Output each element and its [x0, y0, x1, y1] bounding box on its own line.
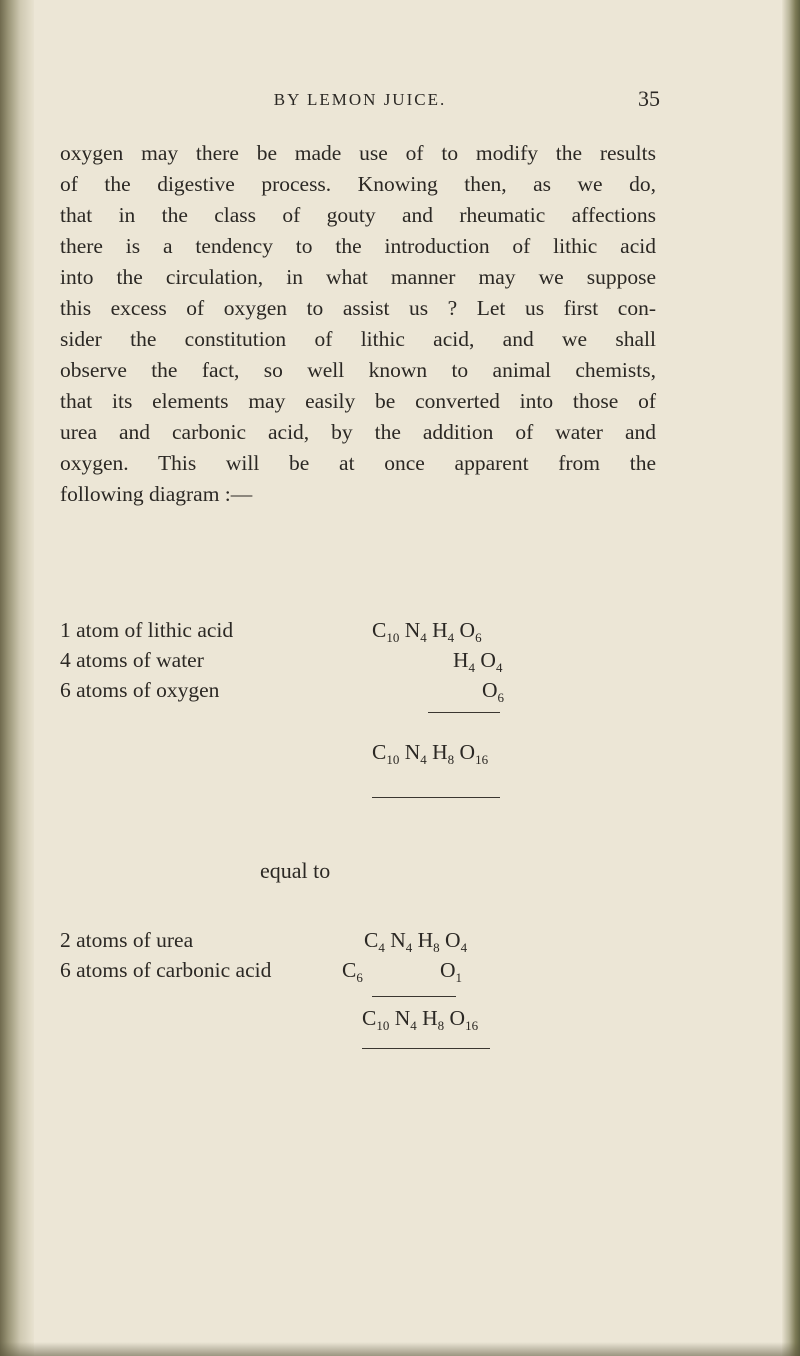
formula-oxygen: $O_6$ — [482, 678, 505, 705]
body-paragraph — [60, 138, 656, 510]
paragraph-line: sider the constitution of lithic acid, and we shall — [60, 327, 656, 351]
formula-water: $H_4$ $O_4$ — [453, 648, 503, 675]
book-spine-shadow — [0, 0, 34, 1356]
page-edge-right — [782, 0, 800, 1356]
running-head: BY LEMON JUICE. — [273, 90, 447, 109]
equal-to-label: equal to — [260, 858, 331, 883]
sum-rule — [362, 1048, 490, 1049]
paragraph-line: urea and carbonic acid, by the addition of water and — [60, 420, 656, 444]
sum-rule — [372, 797, 500, 798]
formula-carbonic-o: $O_1$ — [440, 958, 463, 985]
formula-lithic-acid: $C_{10}$ $N_4$ $H_4$ $O_6$ — [372, 618, 482, 645]
row-label: 4 atoms of water — [60, 648, 204, 672]
paragraph-line: observe the fact, so well known to animal chemists, — [60, 358, 656, 382]
row-label: 2 atoms of urea — [60, 928, 194, 952]
paragraph-line: that in the class of gouty and rheumatic affections — [60, 203, 656, 227]
paragraph-line: there is a tendency to the introduction of lithic acid — [60, 234, 656, 258]
row-label: 6 atoms of oxygen — [60, 678, 220, 702]
sum-rule — [372, 996, 456, 997]
formula-sum-bottom: $C_{10}$ $N_4$ $H_8$ $O_{16}$ — [362, 1006, 479, 1033]
page-edge-bottom — [0, 1342, 800, 1356]
formula-sum-top: $C_{10}$ $N_4$ $H_8$ $O_{16}$ — [372, 740, 489, 767]
paragraph-line: oxygen. This will be at once apparent from the — [60, 451, 656, 475]
row-label: 1 atom of lithic acid — [60, 618, 234, 642]
row-label: 6 atoms of carbonic acid — [60, 958, 272, 982]
sum-rule — [428, 712, 500, 713]
paragraph-line: oxygen may there be made use of to modify the results — [60, 141, 656, 165]
page-header — [60, 86, 660, 116]
paragraph-line: into the circulation, in what manner may we suppose — [60, 265, 656, 289]
formula-carbonic-c: $C_6$ — [342, 958, 363, 985]
paragraph-line: that its elements may easily be converted into those of — [60, 389, 656, 413]
paragraph-line: of the digestive process. Knowing then, as we do, — [60, 172, 656, 196]
paragraph-line: following diagram :— — [60, 482, 253, 506]
formula-urea: $C_4$ $N_4$ $H_8$ $O_4$ — [364, 928, 468, 955]
page-number: 35 — [638, 86, 660, 111]
paragraph-line: this excess of oxygen to assist us ? Let us first con- — [60, 296, 656, 320]
